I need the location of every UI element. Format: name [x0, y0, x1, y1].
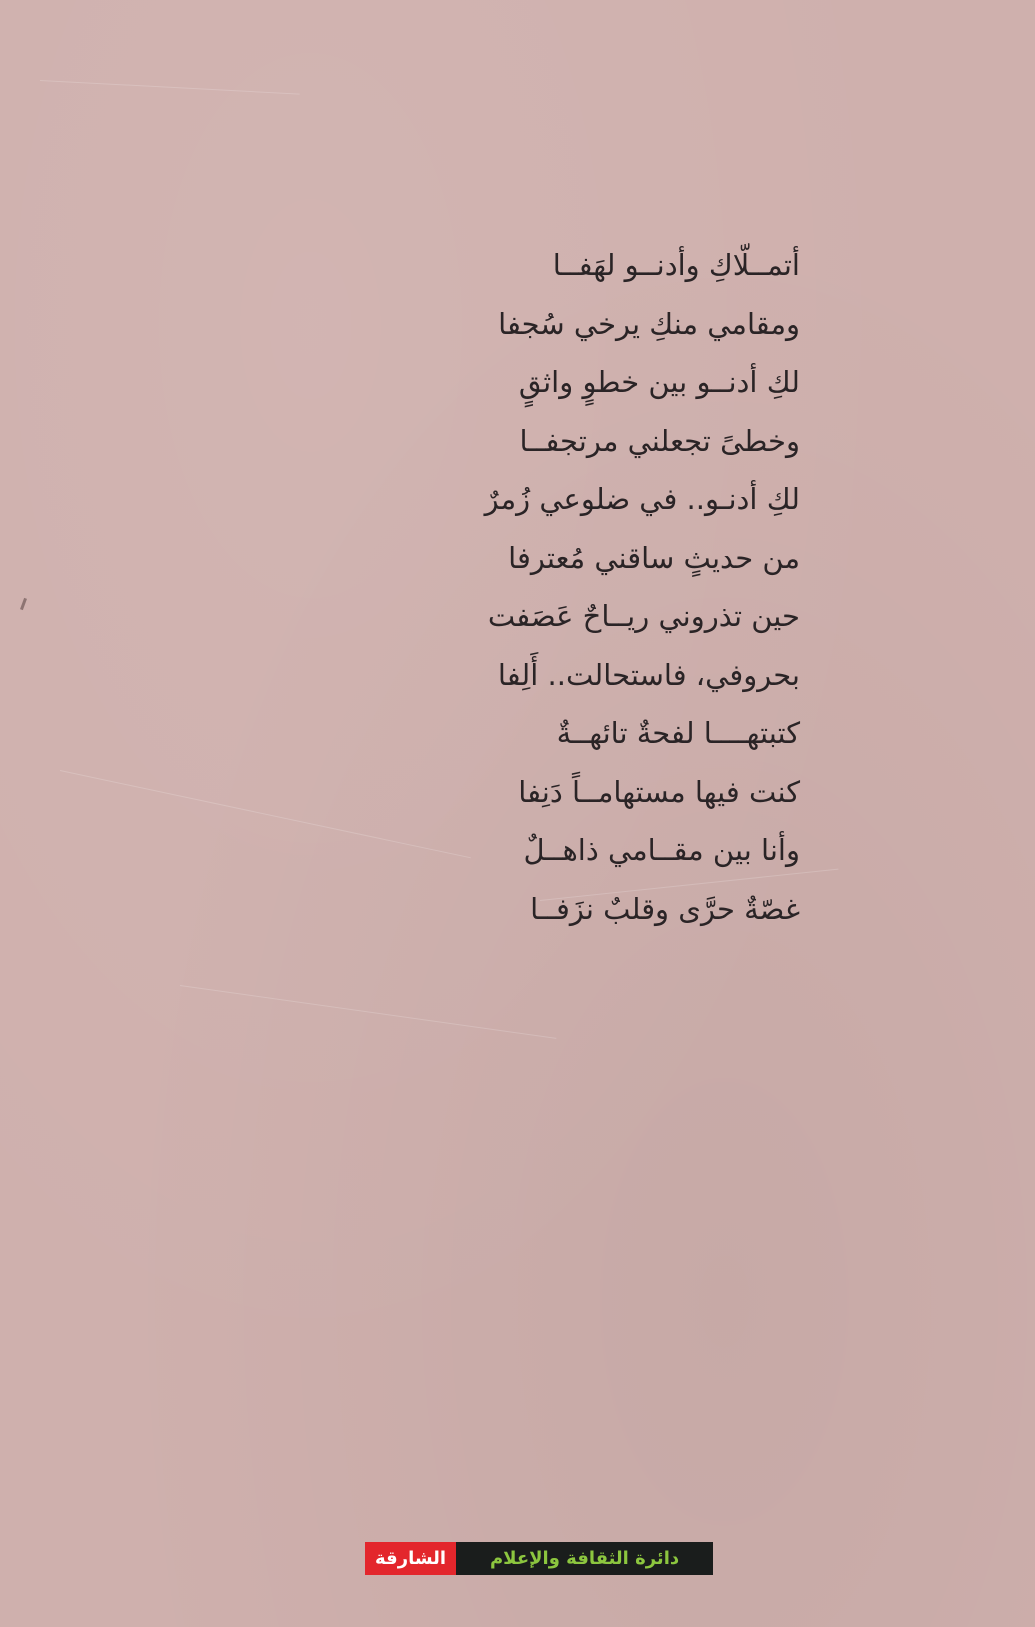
poem-line: ومقامي منكِ يرخي سُجفا — [498, 306, 800, 341]
paper-crease — [40, 80, 300, 95]
poem-line: بحروفي، فاستحالت.. أَلِفا — [497, 657, 800, 692]
poem-line: من حديثٍ ساقني مُعترفا — [508, 540, 800, 575]
poem-line: كتبتهــــا لفحةٌ تائهــةٌ — [556, 716, 800, 750]
poem-line: كنت فيها مستهامــاً دَنِفا — [518, 774, 800, 809]
publisher-logo — [365, 1542, 713, 1575]
poem-line: حين تذروني ريــاحٌ عَصَفت — [487, 599, 800, 633]
poem-line: وأنا بين مقــامي ذاهــلٌ — [523, 833, 800, 867]
poem-stanza — [260, 236, 800, 938]
publisher-city: الشارقة — [365, 1542, 456, 1575]
poem-line: غصّةٌ حرَّى وقلبٌ نزَفــا — [530, 891, 800, 926]
poem-line: أتمــلّاكِ وأدنــو لهَفــا — [552, 248, 800, 282]
poem-line: لكِ أدنــو بين خطوٍ واثقٍ — [518, 365, 800, 399]
poem-line: لكِ أدنـو.. في ضلوعي زُمرٌ — [484, 482, 800, 516]
paper-crease — [180, 985, 556, 1039]
poem-line: وخطىً تجعلني مرتجفــا — [519, 423, 800, 458]
paper-mark — [20, 598, 27, 610]
publisher-department: دائرة الثقافة والإعلام — [456, 1542, 713, 1575]
